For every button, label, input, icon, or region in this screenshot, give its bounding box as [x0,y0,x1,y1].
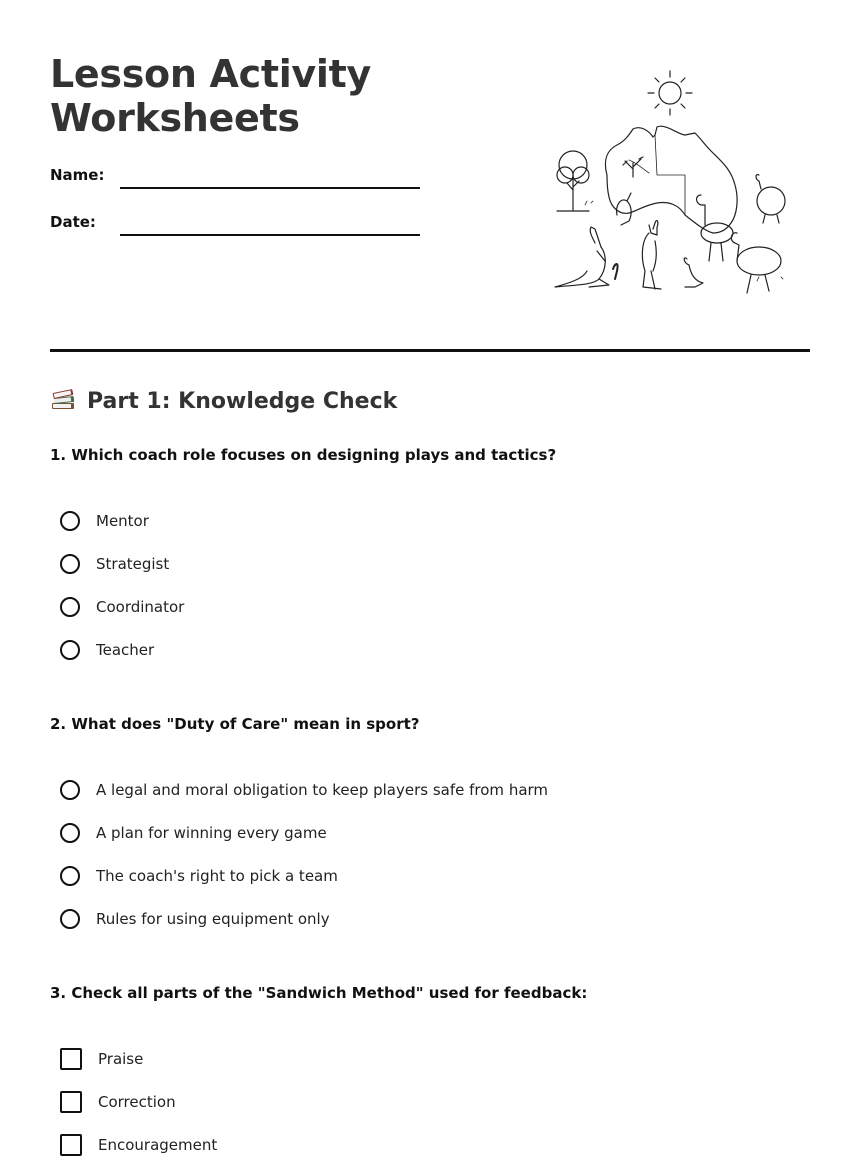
date-label: Date: [50,213,96,231]
radio-button[interactable] [60,823,80,843]
name-label: Name: [50,166,105,184]
cassowary-icon [756,175,785,223]
question-3-text: 3. Check all parts of the "Sandwich Method" used for feedback: [50,984,588,1002]
option-label: Rules for using equipment only [96,910,330,928]
q3-option-encouragement[interactable] [60,1134,217,1156]
title-line-1: Lesson Activity [50,52,371,96]
q2-option-winning-plan[interactable] [60,823,327,843]
q3-option-correction[interactable] [60,1091,176,1113]
option-label: Correction [98,1093,176,1111]
date-field[interactable] [120,234,420,236]
option-label: The coach's right to pick a team [96,867,338,885]
radio-button[interactable] [60,780,80,800]
worksheet-title [50,52,371,140]
radio-button[interactable] [60,866,80,886]
radio-button[interactable] [60,554,80,574]
kangaroo-icon [555,227,609,287]
title-line-2: Worksheets [50,96,300,140]
option-label: Mentor [96,512,149,530]
radio-button[interactable] [60,597,80,617]
option-label: Strategist [96,555,170,573]
option-label: A legal and moral obligation to keep players safe from harm [96,781,549,799]
radio-button[interactable] [60,640,80,660]
section-divider [50,349,810,352]
checkbox[interactable] [60,1134,82,1156]
checkbox[interactable] [60,1091,82,1113]
kangaroo-icon [642,220,661,289]
radio-button[interactable] [60,511,80,531]
section-title: Part 1: Knowledge Check [87,388,398,414]
option-label: Praise [98,1050,144,1068]
q1-option-teacher[interactable] [60,640,154,660]
sun-icon [648,71,692,115]
question-2-text: 2. What does "Duty of Care" mean in sport? [50,715,420,733]
option-label: A plan for winning every game [96,824,327,842]
section-heading [50,387,397,415]
q1-option-mentor[interactable] [60,511,149,531]
australia-map [605,126,737,233]
emu-icon [731,233,781,293]
q2-option-coach-right[interactable] [60,866,338,886]
q2-option-equipment-rules[interactable] [60,909,330,929]
q3-option-praise[interactable] [60,1048,143,1070]
option-label: Teacher [96,641,155,659]
tree-icon [557,151,589,211]
option-label: Coordinator [96,598,185,616]
books-icon [50,387,78,415]
q1-option-coordinator[interactable] [60,597,184,617]
option-label: Encouragement [98,1136,218,1154]
name-field[interactable] [120,187,420,189]
radio-button[interactable] [60,909,80,929]
q1-option-strategist[interactable] [60,554,169,574]
question-1-text: 1. Which coach role focuses on designing plays and tactics? [50,446,557,464]
q2-option-legal-obligation[interactable] [60,780,548,800]
australia-animals-illustration [545,65,795,300]
checkbox[interactable] [60,1048,82,1070]
